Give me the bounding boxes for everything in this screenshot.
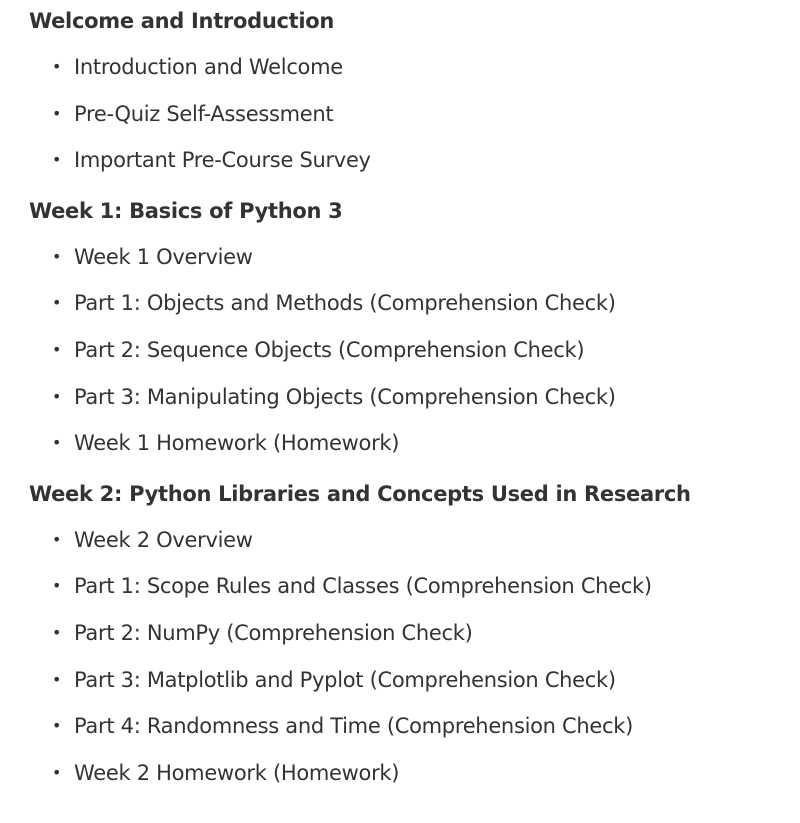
- list-item[interactable]: [29, 327, 800, 374]
- list-item[interactable]: [29, 137, 800, 184]
- bullet-icon: •: [52, 103, 62, 123]
- bullet-icon: •: [52, 150, 62, 170]
- item-label: Part 1: Objects and Methods (Comprehension Check): [74, 291, 616, 316]
- list-item[interactable]: [29, 657, 800, 704]
- item-list: [29, 44, 800, 184]
- section-week-2: [29, 473, 800, 797]
- list-item[interactable]: [29, 517, 800, 564]
- item-label: Part 2: NumPy (Comprehension Check): [74, 620, 473, 645]
- item-label: Part 2: Sequence Objects (Comprehension Check): [74, 337, 585, 362]
- bullet-icon: •: [52, 716, 62, 736]
- list-item[interactable]: [29, 91, 800, 138]
- item-label: Week 1 Overview: [74, 244, 253, 269]
- bullet-icon: •: [52, 622, 62, 642]
- bullet-icon: •: [52, 246, 62, 266]
- bullet-icon: •: [52, 762, 62, 782]
- list-item[interactable]: [29, 44, 800, 91]
- bullet-icon: •: [52, 529, 62, 549]
- list-item[interactable]: [29, 234, 800, 281]
- item-label: Part 3: Manipulating Objects (Comprehension Check): [74, 384, 616, 409]
- item-label: Part 3: Matplotlib and Pyplot (Comprehension Check): [74, 667, 616, 692]
- item-label: Introduction and Welcome: [74, 55, 343, 79]
- bullet-icon: •: [52, 293, 62, 313]
- item-label: Part 4: Randomness and Time (Comprehension Check): [74, 714, 634, 739]
- section-heading: Week 2: Python Libraries and Concepts Used in Research: [29, 481, 691, 506]
- list-item[interactable]: [29, 750, 800, 797]
- bullet-icon: •: [52, 386, 62, 406]
- bullet-icon: •: [52, 57, 62, 76]
- bullet-icon: •: [52, 339, 62, 359]
- item-list: [29, 517, 800, 797]
- item-label: Week 2 Homework (Homework): [74, 760, 400, 785]
- list-item[interactable]: [29, 703, 800, 750]
- list-item[interactable]: [29, 420, 800, 467]
- item-label: Week 2 Overview: [74, 527, 253, 552]
- item-list: [29, 234, 800, 467]
- item-label: Pre-Quiz Self-Assessment: [74, 101, 334, 126]
- list-item[interactable]: [29, 610, 800, 657]
- list-item[interactable]: [29, 563, 800, 610]
- list-item[interactable]: [29, 280, 800, 327]
- bullet-icon: •: [52, 669, 62, 689]
- item-label: Week 1 Homework (Homework): [74, 431, 400, 456]
- item-label: Part 1: Scope Rules and Classes (Comprehension Check): [74, 574, 652, 599]
- item-label: Important Pre-Course Survey: [74, 148, 371, 173]
- section-welcome: [29, 0, 800, 184]
- section-week-1: [29, 190, 800, 467]
- section-heading: Welcome and Introduction: [29, 9, 335, 33]
- bullet-icon: •: [52, 433, 62, 453]
- bullet-icon: •: [52, 576, 62, 596]
- section-heading: Week 1: Basics of Python 3: [29, 198, 343, 223]
- list-item[interactable]: [29, 374, 800, 421]
